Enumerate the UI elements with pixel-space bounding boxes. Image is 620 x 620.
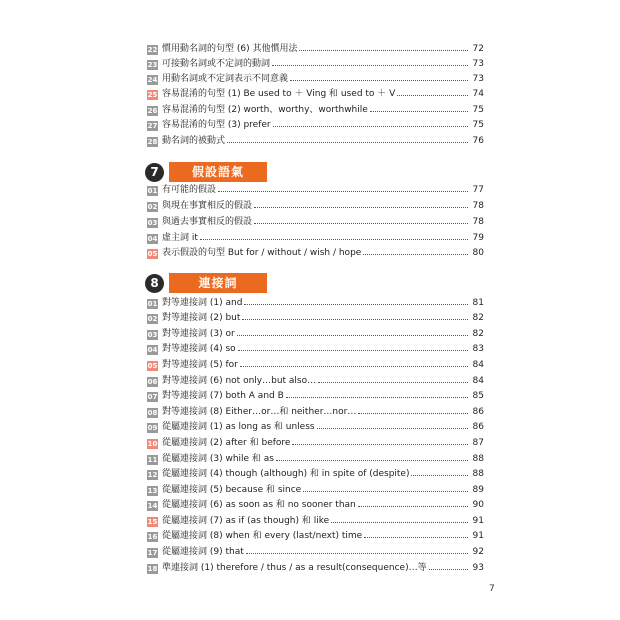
entry-page-number: 90 — [472, 500, 484, 510]
entry-number-badge: 08 — [147, 408, 158, 417]
dotted-leader — [370, 111, 468, 112]
entry-page-number: 77 — [472, 185, 484, 195]
entry-title: 容易混淆的句型 (2) worth、worthy、worthwhile — [162, 105, 368, 115]
dotted-leader — [290, 80, 468, 81]
toc-entry[interactable] — [147, 103, 484, 118]
toc-entry[interactable] — [147, 358, 484, 373]
dotted-leader — [237, 335, 468, 336]
entry-title: 對等連接詞 (4) so — [162, 344, 236, 354]
toc-entry[interactable] — [147, 311, 484, 326]
entry-number-badge: 02 — [147, 314, 158, 323]
dotted-leader — [318, 382, 468, 383]
dotted-leader — [254, 207, 468, 208]
entry-title: 從屬連接詞 (4) though (although) 和 in spite of (despite) — [162, 469, 410, 479]
entry-number-badge: 24 — [147, 75, 158, 84]
dotted-leader — [303, 491, 468, 492]
toc-entry[interactable] — [147, 420, 484, 435]
dotted-leader — [272, 65, 468, 66]
toc-entry[interactable] — [147, 529, 484, 544]
toc-entry[interactable] — [147, 57, 484, 72]
toc-entry[interactable] — [147, 215, 484, 230]
dotted-leader — [397, 95, 468, 96]
toc-entry[interactable] — [147, 72, 484, 87]
entry-title: 對等連接詞 (7) both A and B — [162, 391, 284, 401]
entry-title: 表示假設的句型 But for / without / wish / hope — [162, 248, 362, 258]
toc-entry[interactable] — [147, 87, 484, 102]
toc-entry[interactable] — [147, 118, 484, 133]
toc-entry[interactable] — [147, 42, 484, 57]
entry-page-number: 72 — [472, 44, 484, 54]
chapter-number: 8 — [145, 274, 164, 293]
dotted-leader — [411, 475, 468, 476]
entry-page-number: 75 — [472, 120, 484, 130]
toc-entry[interactable] — [147, 296, 484, 311]
entry-number-badge: 01 — [147, 299, 158, 308]
entry-number-badge: 17 — [147, 548, 158, 557]
entry-number-badge: 05 — [147, 249, 158, 258]
dotted-leader — [240, 366, 468, 367]
entry-page-number: 86 — [472, 407, 484, 417]
entry-page-number: 85 — [472, 391, 484, 401]
entry-page-number: 89 — [472, 485, 484, 495]
dotted-leader — [358, 506, 468, 507]
entry-title: 動名詞的被動式 — [162, 136, 226, 146]
entry-page-number: 79 — [472, 233, 484, 243]
entry-title: 從屬連接詞 (8) when 和 every (last/next) time — [162, 531, 363, 541]
entry-title: 從屬連接詞 (6) as soon as 和 no sooner than — [162, 500, 356, 510]
chapter-number: 7 — [145, 163, 164, 182]
toc-entry[interactable] — [147, 498, 484, 513]
dotted-leader — [276, 460, 468, 461]
entry-title: 容易混淆的句型 (1) Be used to ＋ Ving 和 used to ＋ V — [162, 89, 396, 99]
entry-number-badge: 04 — [147, 234, 158, 243]
chapter-title: 連接詞 — [169, 273, 267, 293]
dotted-leader — [242, 319, 468, 320]
dotted-leader — [363, 254, 468, 255]
entry-title: 與過去事實相反的假設 — [162, 217, 253, 227]
dotted-leader — [218, 191, 468, 192]
entry-number-badge: 12 — [147, 470, 158, 479]
entry-number-badge: 27 — [147, 121, 158, 130]
entry-title: 從屬連接詞 (5) because 和 since — [162, 485, 302, 495]
entry-number-badge: 06 — [147, 377, 158, 386]
entry-page-number: 73 — [472, 74, 484, 84]
toc-entry[interactable] — [147, 246, 484, 261]
dotted-leader — [358, 413, 468, 414]
entry-number-badge: 07 — [147, 392, 158, 401]
entry-page-number: 78 — [472, 217, 484, 227]
dotted-leader — [273, 126, 468, 127]
entry-number-badge: 03 — [147, 330, 158, 339]
toc-entry[interactable] — [147, 134, 484, 149]
entry-number-badge: 28 — [147, 137, 158, 146]
entry-title: 從屬連接詞 (2) after 和 before — [162, 438, 291, 448]
entry-title: 用動名詞或不定詞表示不同意義 — [162, 74, 289, 84]
entry-page-number: 81 — [472, 298, 484, 308]
toc-entry[interactable] — [147, 405, 484, 420]
entry-page-number: 86 — [472, 422, 484, 432]
entry-page-number: 92 — [472, 547, 484, 557]
chapter-heading-7 — [145, 162, 267, 182]
toc-entry[interactable] — [147, 183, 484, 198]
entry-number-badge: 22 — [147, 45, 158, 54]
toc-entry[interactable] — [147, 483, 484, 498]
dotted-leader — [238, 350, 468, 351]
entry-title: 有可能的假設 — [162, 185, 217, 195]
entry-number-badge: 14 — [147, 501, 158, 510]
dotted-leader — [246, 553, 468, 554]
dotted-leader — [429, 569, 468, 570]
entry-title: 從屬連接詞 (1) as long as 和 unless — [162, 422, 315, 432]
dotted-leader — [244, 304, 468, 305]
entry-page-number: 84 — [472, 360, 484, 370]
entry-number-badge: 09 — [147, 423, 158, 432]
toc-entry[interactable] — [147, 436, 484, 451]
toc-entry[interactable] — [147, 199, 484, 214]
entry-title: 慣用動名詞的句型 (6) 其他慣用法 — [162, 44, 298, 54]
entry-number-badge: 05 — [147, 361, 158, 370]
entry-page-number: 80 — [472, 248, 484, 258]
dotted-leader — [317, 428, 468, 429]
entry-number-badge: 15 — [147, 517, 158, 526]
entry-page-number: 87 — [472, 438, 484, 448]
entry-number-badge: 23 — [147, 60, 158, 69]
entry-page-number: 82 — [472, 329, 484, 339]
toc-entry[interactable] — [147, 545, 484, 560]
entry-title: 對等連接詞 (6) not only…but also… — [162, 376, 317, 386]
entry-page-number: 91 — [472, 516, 484, 526]
entry-title: 從屬連接詞 (3) while 和 as — [162, 454, 274, 464]
entry-title: 對等連接詞 (3) or — [162, 329, 235, 339]
entry-page-number: 73 — [472, 59, 484, 69]
entry-page-number: 88 — [472, 454, 484, 464]
entry-number-badge: 26 — [147, 106, 158, 115]
entry-page-number: 93 — [472, 563, 484, 573]
entry-title: 對等連接詞 (1) and — [162, 298, 243, 308]
entry-title: 容易混淆的句型 (3) prefer — [162, 120, 271, 130]
entry-page-number: 83 — [472, 344, 484, 354]
entry-number-badge: 25 — [147, 90, 158, 99]
entry-page-number: 74 — [472, 89, 484, 99]
entry-number-badge: 16 — [147, 532, 158, 541]
toc-entry[interactable] — [147, 514, 484, 529]
entry-title: 從屬連接詞 (7) as if (as though) 和 like — [162, 516, 330, 526]
entry-page-number: 88 — [472, 469, 484, 479]
dotted-leader — [200, 239, 468, 240]
entry-number-badge: 11 — [147, 455, 158, 464]
entry-title: 與現在事實相反的假設 — [162, 201, 253, 211]
toc-entry[interactable] — [147, 561, 484, 576]
entry-number-badge: 10 — [147, 439, 158, 448]
entry-title: 對等連接詞 (2) but — [162, 313, 241, 323]
chapter-heading-8 — [145, 273, 267, 293]
entry-title: 準連接詞 (1) therefore / thus / as a result(consequence)…等 — [162, 563, 427, 573]
entry-page-number: 84 — [472, 376, 484, 386]
toc-entry[interactable] — [147, 342, 484, 357]
entry-number-badge: 02 — [147, 202, 158, 211]
entry-number-badge: 03 — [147, 218, 158, 227]
entry-page-number: 78 — [472, 201, 484, 211]
entry-page-number: 76 — [472, 136, 484, 146]
entry-title: 虛主詞 it — [162, 233, 198, 243]
entry-page-number: 82 — [472, 313, 484, 323]
entry-number-badge: 18 — [147, 564, 158, 573]
toc-entry[interactable] — [147, 327, 484, 342]
entry-title: 從屬連接詞 (9) that — [162, 547, 244, 557]
toc-entry[interactable] — [147, 452, 484, 467]
dotted-leader — [364, 537, 468, 538]
entry-number-badge: 04 — [147, 345, 158, 354]
page-number: 7 — [489, 584, 495, 594]
dotted-leader — [227, 142, 468, 143]
entry-number-badge: 01 — [147, 186, 158, 195]
dotted-leader — [299, 50, 468, 51]
entry-page-number: 91 — [472, 531, 484, 541]
entry-title: 對等連接詞 (8) Either…or…和 neither…nor… — [162, 407, 357, 417]
dotted-leader — [254, 223, 468, 224]
entry-title: 對等連接詞 (5) for — [162, 360, 238, 370]
entry-page-number: 75 — [472, 105, 484, 115]
toc-entry[interactable] — [147, 374, 484, 389]
dotted-leader — [292, 444, 468, 445]
toc-entry[interactable] — [147, 389, 484, 404]
entry-number-badge: 13 — [147, 486, 158, 495]
toc-entry[interactable] — [147, 467, 484, 482]
chapter-title: 假設語氣 — [169, 162, 267, 182]
dotted-leader — [331, 522, 468, 523]
dotted-leader — [286, 397, 468, 398]
toc-entry[interactable] — [147, 231, 484, 246]
entry-title: 可接動名詞或不定詞的動詞 — [162, 59, 271, 69]
